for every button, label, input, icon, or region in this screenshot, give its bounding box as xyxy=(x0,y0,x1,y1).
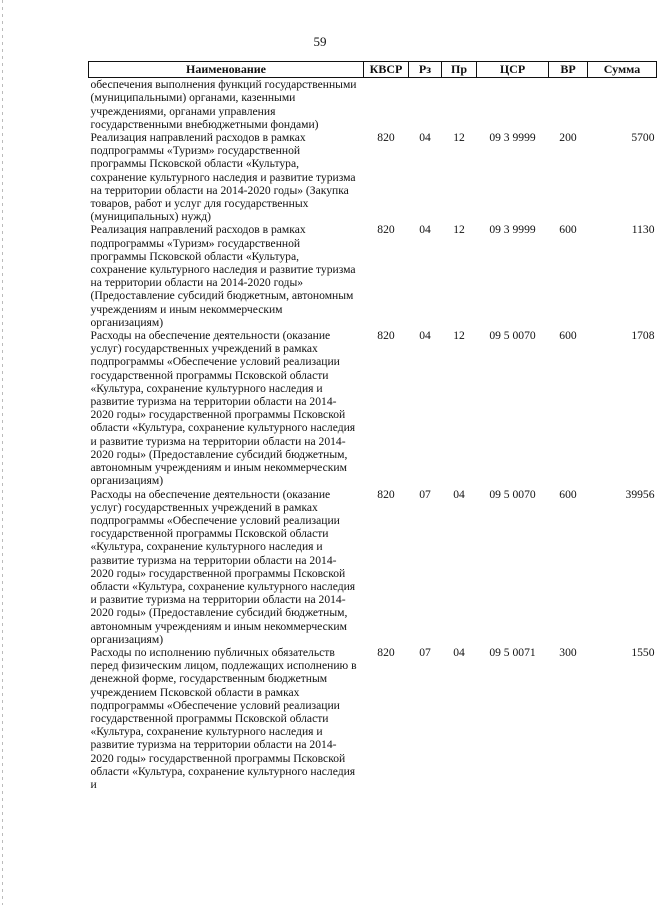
table-row xyxy=(89,646,657,791)
header-csr: ЦСР xyxy=(477,62,549,78)
table-row xyxy=(89,329,657,487)
row-vr: 600 xyxy=(559,487,577,501)
row-rz: 07 xyxy=(419,487,431,501)
row-pr: 12 xyxy=(453,223,465,237)
row-sum: 1550 xyxy=(631,645,655,659)
row-name: Расходы на обеспечение деятельности (оказание услуг) государственных учреждений в рамках подпрограммы «Обеспечение условий реализации государственной программы Псковской области «Культура, сохранение культурного наследия и развитие туризма на территории области на 2014-2020 годы» государственной программы Псковской области «Культура, сохранение культурного наследия и развитие туризма на территории области на 2014-2020 годы» (Предоставление субсидий бюджетным, автономным учреждениям и иным некоммерческим организациям) xyxy=(90,487,356,646)
row-kvsr: 820 xyxy=(377,645,395,659)
row-kvsr: 820 xyxy=(377,131,395,145)
header-vr: ВР xyxy=(549,62,588,78)
row-name: Реализация направлений расходов в рамках подпрограммы «Туризм» государственной программы Псковской области «Культура, сохранение культурного наследия и развитие туризма на территории области на 2014-2020 годы» (Предоставление субсидий бюджетным, автономным учреждениям и иным некоммерческим организациям) xyxy=(90,223,356,329)
header-sum: Сумма xyxy=(588,62,657,78)
row-pr: 12 xyxy=(453,131,465,145)
row-kvsr: 820 xyxy=(377,329,395,343)
row-pr xyxy=(442,78,477,131)
table-row xyxy=(89,131,657,223)
table-header-row xyxy=(89,62,657,78)
row-sum: 5700 xyxy=(631,131,655,145)
header-kvsr: КВСР xyxy=(364,62,409,78)
header-pr: Пр xyxy=(442,62,477,78)
row-sum: 1708 xyxy=(631,329,655,343)
row-rz: 07 xyxy=(419,645,431,659)
row-csr: 09 3 9999 xyxy=(489,131,536,145)
scan-margin-line xyxy=(2,0,3,905)
row-csr: 09 5 0070 xyxy=(489,487,536,501)
row-rz: 04 xyxy=(419,223,431,237)
row-sum: 39956 xyxy=(625,487,655,501)
row-vr: 300 xyxy=(559,645,577,659)
budget-table xyxy=(88,61,657,791)
row-name: Расходы на обеспечение деятельности (оказание услуг) государственных учреждений в рамках подпрограммы «Обеспечение условий реализации государственной программы Псковской области «Культура, сохранение культурного наследия и развитие туризма на территории области на 2014-2020 годы» государственной программы Псковской области «Культура, сохранение культурного наследия и развитие туризма на территории области на 2014-2020 годы» (Предоставление субсидий бюджетным, автономным учреждениям и иным некоммерческим организациям) xyxy=(90,329,356,488)
row-name: Реализация направлений расходов в рамках подпрограммы «Туризм» государственной программы Псковской области «Культура, сохранение культурного наследия и развитие туризма на территории области на 2014-2020 годы» (Закупка товаров, работ и услуг для государственных (муниципальных) нужд) xyxy=(90,131,356,224)
row-csr: 09 5 0070 xyxy=(489,329,536,343)
row-rz: 04 xyxy=(419,329,431,343)
row-pr: 04 xyxy=(453,645,465,659)
page-number: 59 xyxy=(313,34,327,49)
row-pr: 12 xyxy=(453,329,465,343)
table-row xyxy=(89,488,657,646)
row-csr: 09 5 0071 xyxy=(489,645,536,659)
row-vr xyxy=(549,78,588,131)
row-sum xyxy=(588,78,657,131)
row-name: обеспечения выполнения функций государственными (муниципальными) органами, казенными учреждениями, органами управления государственными внебюджетными фондами) xyxy=(90,78,357,131)
row-kvsr: 820 xyxy=(377,223,395,237)
row-csr: 09 3 9999 xyxy=(489,223,536,237)
header-rz: Рз xyxy=(409,62,442,78)
row-kvsr: 820 xyxy=(377,487,395,501)
table-row xyxy=(89,223,657,329)
row-csr xyxy=(477,78,549,131)
row-rz: 04 xyxy=(419,131,431,145)
row-kvsr xyxy=(364,78,409,131)
row-vr: 200 xyxy=(559,131,577,145)
row-pr: 04 xyxy=(453,487,465,501)
row-name: Расходы по исполнению публичных обязательств перед физическим лицом, подлежащих исполнению в денежной форме, государственным бюджетным учреждением Псковской области в рамках подпрограммы «Обеспечение условий реализации государственной программы Псковской области «Культура, сохранение культурного наследия и развитие туризма на территории области на 2014-2020 годы» государственной программы Псковской области «Культура, сохранение культурного наследия и xyxy=(90,645,357,791)
row-vr: 600 xyxy=(559,223,577,237)
row-sum: 1130 xyxy=(631,223,655,237)
header-name: Наименование xyxy=(89,62,364,78)
row-rz xyxy=(409,78,442,131)
row-vr: 600 xyxy=(559,329,577,343)
table-row xyxy=(89,78,657,131)
